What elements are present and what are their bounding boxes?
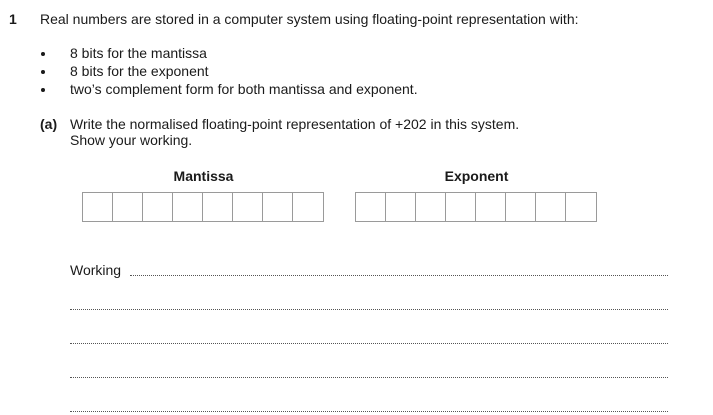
mantissa-bit-box[interactable] — [83, 193, 113, 221]
working-label: Working — [70, 262, 122, 278]
exponent-bit-box[interactable] — [476, 193, 506, 221]
part-a-label: (a) — [40, 116, 58, 132]
working-answer-line[interactable] — [70, 342, 668, 344]
exponent-bit-box[interactable] — [386, 193, 416, 221]
working-answer-line[interactable] — [70, 410, 668, 412]
part-a-line-2: Show your working. — [70, 132, 193, 148]
mantissa-bit-box[interactable] — [293, 193, 323, 221]
working-answer-line[interactable] — [70, 308, 668, 310]
question-intro: Real numbers are stored in a computer system using floating-point representation with: — [40, 11, 579, 27]
question-number: 1 — [9, 11, 17, 27]
working-answer-line[interactable] — [130, 274, 668, 276]
bullet-item: two’s complement form for both mantissa and exponent. — [40, 80, 418, 98]
working-answer-line[interactable] — [70, 376, 668, 378]
part-a-prompt — [70, 116, 519, 148]
bullet-list — [40, 44, 418, 98]
mantissa-bit-box[interactable] — [263, 193, 293, 221]
exponent-bit-box[interactable] — [566, 193, 596, 221]
exponent-label: Exponent — [444, 168, 509, 184]
exponent-bit-box[interactable] — [416, 193, 446, 221]
exponent-bit-box[interactable] — [446, 193, 476, 221]
mantissa-bit-box[interactable] — [233, 193, 263, 221]
part-a-line-1: Write the normalised floating-point representation of +202 in this system. — [70, 116, 520, 132]
bullet-item: 8 bits for the exponent — [40, 62, 418, 80]
mantissa-bit-box[interactable] — [143, 193, 173, 221]
bullet-item: 8 bits for the mantissa — [40, 44, 418, 62]
exponent-bit-box[interactable] — [506, 193, 536, 221]
mantissa-bit-box[interactable] — [173, 193, 203, 221]
mantissa-label: Mantissa — [173, 168, 234, 184]
mantissa-bit-boxes — [82, 192, 324, 222]
exponent-bit-box[interactable] — [536, 193, 566, 221]
mantissa-bit-box[interactable] — [203, 193, 233, 221]
exponent-bit-boxes — [355, 192, 597, 222]
mantissa-bit-box[interactable] — [113, 193, 143, 221]
exponent-bit-box[interactable] — [356, 193, 386, 221]
